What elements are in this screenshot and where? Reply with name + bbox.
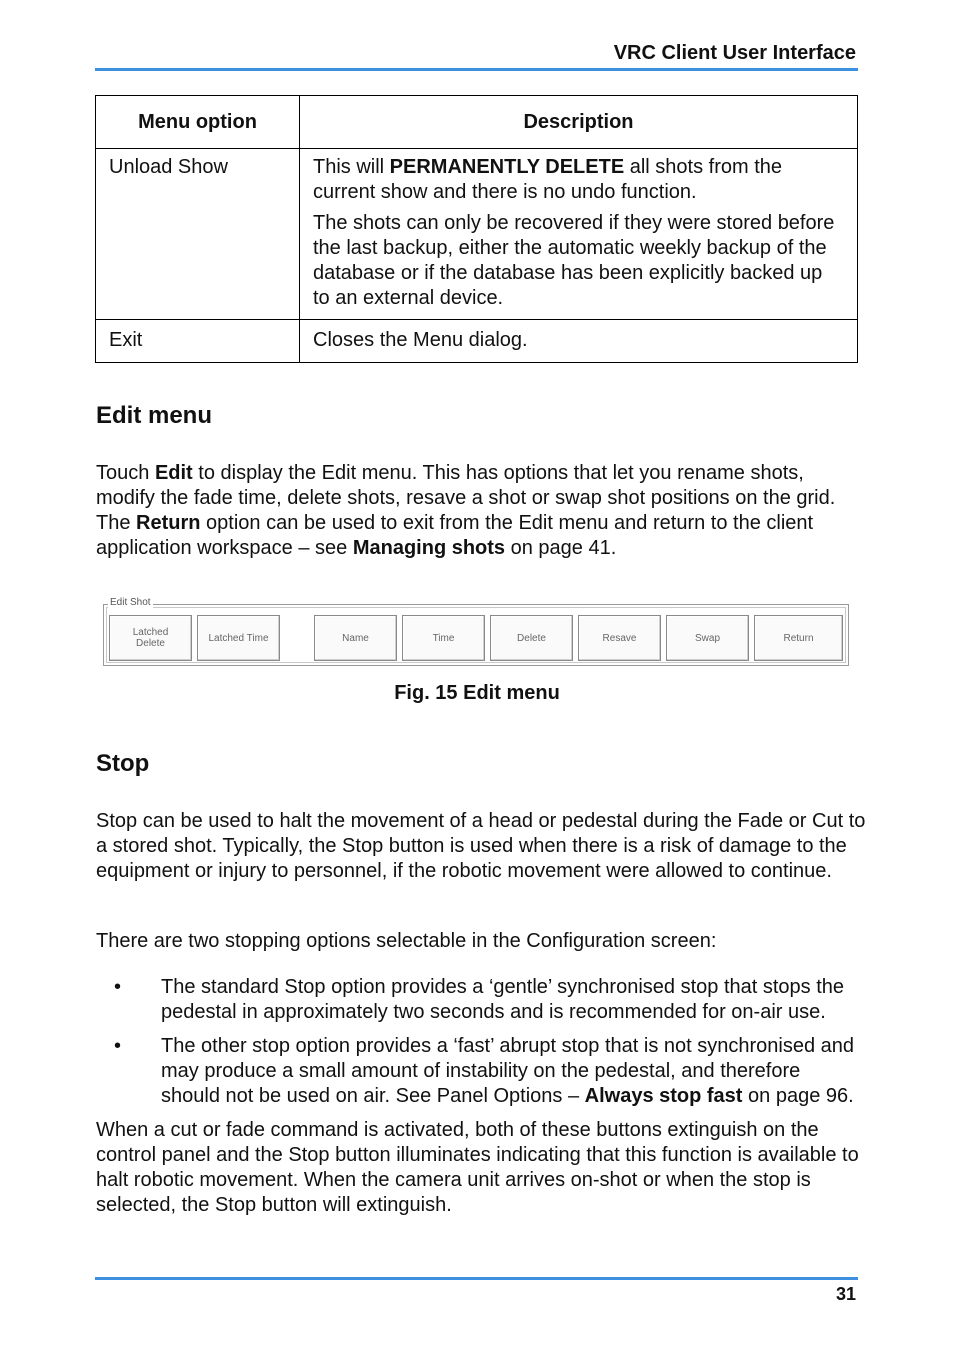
- bold-text: Managing shots: [352, 537, 506, 559]
- swap-button[interactable]: Swap: [666, 615, 749, 661]
- bold-text: Edit: [154, 462, 193, 484]
- text-run: option can be used to exit from the Edit menu and return to the client application workspace – see: [96, 512, 814, 559]
- time-button[interactable]: Time: [402, 615, 485, 661]
- delete-button[interactable]: Delete: [490, 615, 573, 661]
- bullet-marker: •: [114, 976, 122, 998]
- description-cell: [300, 149, 858, 320]
- menu-options-table: [95, 95, 858, 363]
- bullet-marker: •: [114, 1035, 122, 1057]
- section-heading-edit-menu: Edit menu: [96, 402, 213, 429]
- bold-text: Return: [136, 512, 201, 534]
- text-run: all shots from the current show and there is no undo function.: [313, 156, 782, 203]
- latched-time-button[interactable]: Latched Time: [197, 615, 280, 661]
- text-run: The other stop option provides a ‘fast’ abrupt stop that is not synchronised and may produce a small amount of instability on the pedestal, and therefore should not be used on air. See Panel Options –: [161, 1035, 855, 1107]
- figure-caption: Fig. 15 Edit menu: [394, 682, 560, 704]
- section-heading-stop: Stop: [96, 750, 150, 777]
- stop-paragraph: Stop can be used to halt the movement of a head or pedestal during the Fade or Cut to a stored shot. Typically, the Stop button is used when there is a risk of damage to the equipment or injury to personnel, if the robotic movement were allowed to continue.: [96, 810, 866, 882]
- option-cell: Unload Show: [96, 149, 300, 320]
- return-button[interactable]: Return: [754, 615, 843, 661]
- text-run: on page 96.: [742, 1085, 854, 1107]
- column-header-description: Description: [300, 96, 858, 149]
- panel-label: Edit Shot: [110, 597, 151, 608]
- text-run: on page 41.: [505, 537, 617, 559]
- column-header-option: Menu option: [96, 96, 300, 149]
- footer-rule: [95, 1277, 858, 1280]
- description-paragraph: The shots can only be recovered if they were stored before the last backup, either the automatic weekly backup of the database or if the database has been explicitly backed up to an external device.: [313, 212, 835, 309]
- bold-text: PERMANENTLY DELETE: [389, 156, 625, 178]
- description-paragraph: [313, 155, 844, 205]
- bold-text: Always stop fast: [584, 1085, 743, 1107]
- table-row: [96, 149, 858, 320]
- text-run: to display the Edit menu. This has options that let you rename shots, modify the fade time, delete shots, resave a shot or swap shot positions on the grid. The: [96, 462, 836, 534]
- description-cell: Closes the Menu dialog.: [300, 320, 858, 363]
- bullet-item-gentle-stop: The standard Stop option provides a ‘gentle’ synchronised stop that stops the pedestal in approximately two seconds and is recommended for on-air use.: [161, 976, 845, 1023]
- option-cell: Exit: [96, 320, 300, 363]
- stop-button-paragraph: When a cut or fade command is activated, both of these buttons extinguish on the control panel and the Stop button illuminates indicating that this function is available to halt robotic movement. When the camera unit arrives on-shot or when the stop is selected, the Stop button will extinguish.: [96, 1119, 859, 1216]
- header-rule: [95, 68, 858, 71]
- resave-button[interactable]: Resave: [578, 615, 661, 661]
- name-button[interactable]: Name: [314, 615, 397, 661]
- latched-delete-button[interactable]: Latched Delete: [109, 615, 192, 661]
- text-run: This will: [313, 156, 390, 178]
- table-row: [96, 320, 858, 363]
- table-header-row: [96, 96, 858, 149]
- page-number: 31: [835, 1284, 856, 1304]
- edit-menu-paragraph: [96, 461, 866, 561]
- running-header: VRC Client User Interface: [613, 42, 856, 64]
- text-run: Touch: [96, 462, 155, 484]
- bullet-item-fast-stop: [161, 1034, 861, 1109]
- stop-options-intro: There are two stopping options selectable in the Configuration screen:: [96, 930, 717, 952]
